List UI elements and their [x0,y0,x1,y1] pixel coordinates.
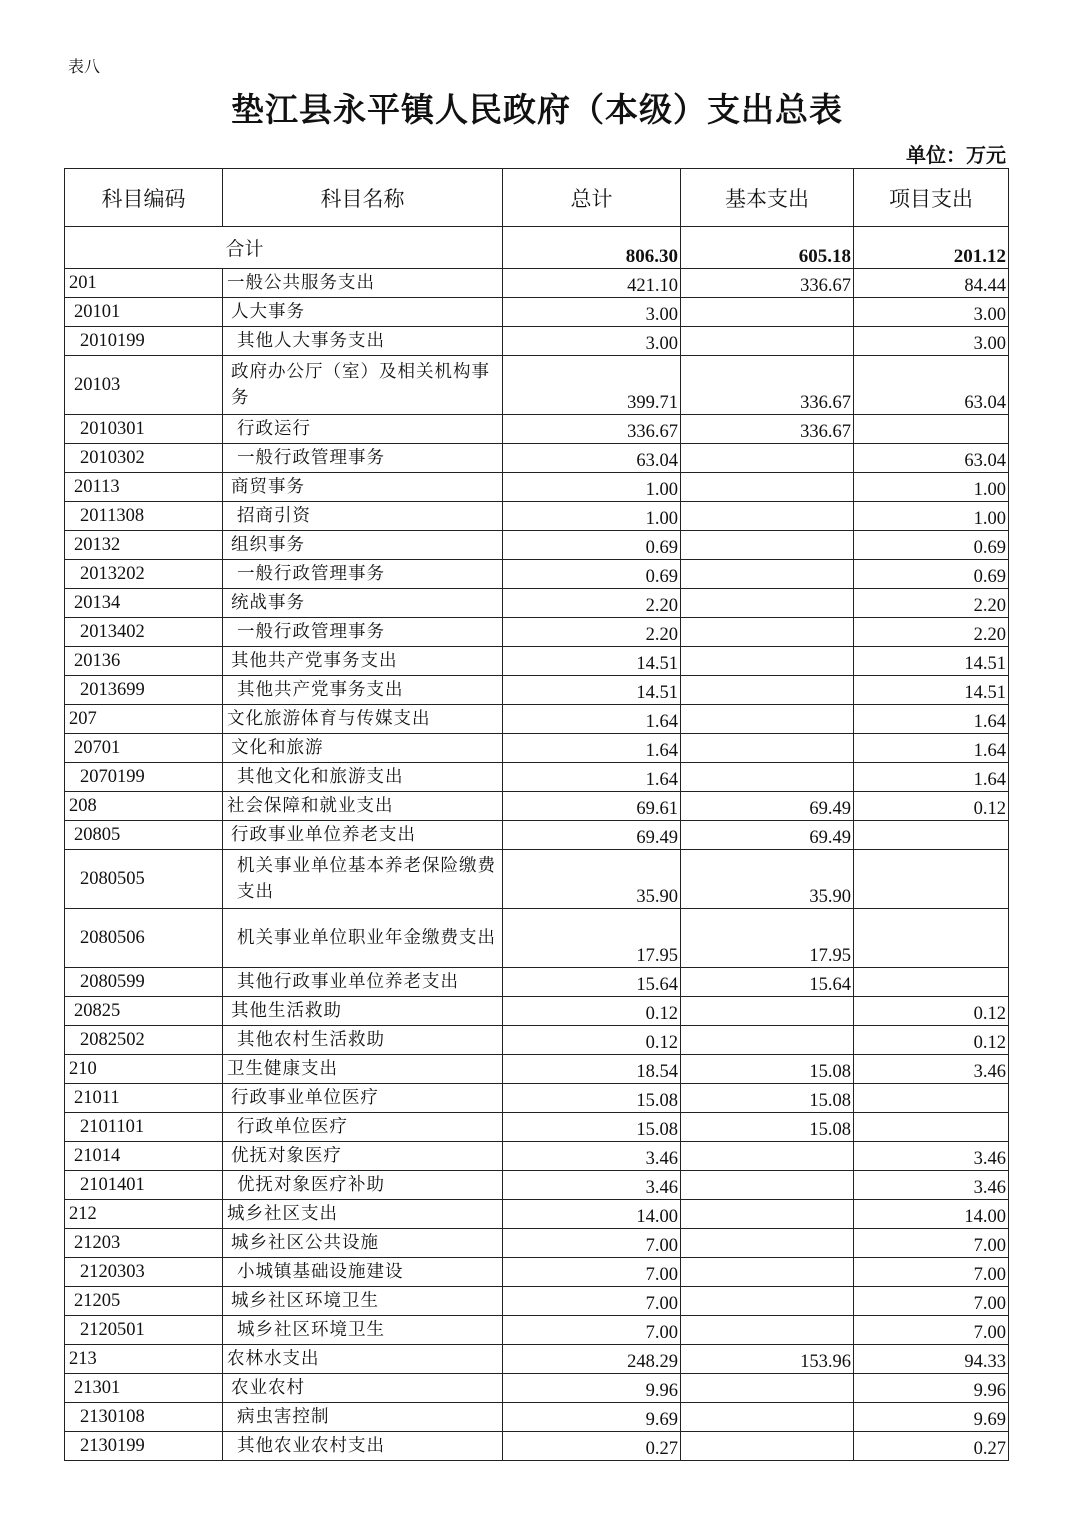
table-row [65,850,1009,909]
row-basic [681,1229,854,1258]
row-basic: 336.67 [681,356,854,415]
row-total: 0.12 [503,1026,681,1055]
table-row [65,763,1009,792]
total-basic: 605.18 [681,227,854,269]
table-row [65,1345,1009,1374]
row-project: 14.00 [854,1200,1009,1229]
row-project: 0.27 [854,1432,1009,1461]
row-total: 3.46 [503,1171,681,1200]
table-row [65,1432,1009,1461]
row-basic [681,1142,854,1171]
row-project: 3.00 [854,327,1009,356]
row-basic [681,1316,854,1345]
table-row [65,1200,1009,1229]
table-row [65,618,1009,647]
row-code: 2080506 [65,909,223,968]
row-project [854,415,1009,444]
table-row [65,1113,1009,1142]
row-basic [681,705,854,734]
row-code: 2130199 [65,1432,223,1461]
row-project: 84.44 [854,269,1009,298]
row-total: 7.00 [503,1316,681,1345]
table-row [65,269,1009,298]
table-row [65,560,1009,589]
row-basic: 69.49 [681,792,854,821]
row-name: 卫生健康支出 [223,1055,503,1084]
table-row [65,298,1009,327]
row-basic [681,473,854,502]
row-basic [681,1432,854,1461]
row-name: 行政运行 [223,415,503,444]
row-code: 21203 [65,1229,223,1258]
row-project: 0.69 [854,560,1009,589]
row-total: 2.20 [503,618,681,647]
row-code: 21011 [65,1084,223,1113]
row-total: 0.27 [503,1432,681,1461]
row-basic [681,560,854,589]
row-code: 20113 [65,473,223,502]
row-basic [681,327,854,356]
row-total: 7.00 [503,1287,681,1316]
table-row [65,444,1009,473]
row-project: 3.46 [854,1142,1009,1171]
row-name: 其他文化和旅游支出 [223,763,503,792]
row-project [854,1113,1009,1142]
row-code: 20101 [65,298,223,327]
table-row [65,792,1009,821]
row-code: 2130108 [65,1403,223,1432]
row-name: 病虫害控制 [223,1403,503,1432]
row-name: 其他人大事务支出 [223,327,503,356]
row-name: 政府办公厅（室）及相关机构事务 [223,356,503,415]
row-name: 城乡社区环境卫生 [223,1287,503,1316]
row-total: 0.69 [503,531,681,560]
row-basic [681,531,854,560]
row-total: 248.29 [503,1345,681,1374]
row-code: 20701 [65,734,223,763]
row-name: 其他共产党事务支出 [223,676,503,705]
row-name: 其他行政事业单位养老支出 [223,968,503,997]
row-name: 文化旅游体育与传媒支出 [223,705,503,734]
unit-label: 单位：万元 [906,143,1006,167]
row-code: 21301 [65,1374,223,1403]
row-name: 社会保障和就业支出 [223,792,503,821]
table-row [65,1287,1009,1316]
row-name: 机关事业单位基本养老保险缴费支出 [223,850,503,909]
row-code: 2010302 [65,444,223,473]
row-total: 35.90 [503,850,681,909]
row-total: 0.12 [503,997,681,1026]
row-total: 336.67 [503,415,681,444]
row-basic [681,298,854,327]
row-total: 1.64 [503,763,681,792]
row-basic [681,618,854,647]
row-total: 3.00 [503,327,681,356]
row-name: 一般行政管理事务 [223,560,503,589]
row-code: 20103 [65,356,223,415]
row-code: 212 [65,1200,223,1229]
table-row [65,531,1009,560]
row-name: 其他农村生活救助 [223,1026,503,1055]
row-basic [681,1258,854,1287]
table-row [65,676,1009,705]
row-total: 7.00 [503,1229,681,1258]
row-name: 人大事务 [223,298,503,327]
table-row [65,1142,1009,1171]
row-project: 3.46 [854,1171,1009,1200]
row-basic [681,502,854,531]
row-basic [681,763,854,792]
row-project: 63.04 [854,356,1009,415]
row-total: 421.10 [503,269,681,298]
row-basic: 15.08 [681,1113,854,1142]
row-basic [681,1026,854,1055]
table-row [65,415,1009,444]
row-name: 行政事业单位养老支出 [223,821,503,850]
row-code: 2013699 [65,676,223,705]
table-row [65,968,1009,997]
table-row [65,327,1009,356]
row-name: 优抚对象医疗 [223,1142,503,1171]
total-sum: 806.30 [503,227,681,269]
row-code: 2013402 [65,618,223,647]
row-name: 一般行政管理事务 [223,444,503,473]
row-code: 20136 [65,647,223,676]
row-code: 20134 [65,589,223,618]
row-name: 商贸事务 [223,473,503,502]
row-project [854,909,1009,968]
row-code: 2070199 [65,763,223,792]
row-total: 15.64 [503,968,681,997]
row-code: 201 [65,269,223,298]
table-row [65,705,1009,734]
row-total: 15.08 [503,1113,681,1142]
row-code: 207 [65,705,223,734]
row-code: 2080505 [65,850,223,909]
row-code: 2013202 [65,560,223,589]
row-project: 0.12 [854,997,1009,1026]
row-total: 7.00 [503,1258,681,1287]
header-total: 总计 [503,169,681,227]
row-name: 其他共产党事务支出 [223,647,503,676]
expenditure-table [64,168,1009,1461]
row-project: 1.00 [854,502,1009,531]
row-name: 统战事务 [223,589,503,618]
total-project: 201.12 [854,227,1009,269]
row-name: 一般公共服务支出 [223,269,503,298]
row-project: 0.69 [854,531,1009,560]
row-code: 21205 [65,1287,223,1316]
table-row [65,1229,1009,1258]
header-row [65,169,1009,227]
row-basic [681,444,854,473]
row-project: 14.51 [854,676,1009,705]
row-project [854,1084,1009,1113]
row-total: 2.20 [503,589,681,618]
row-total: 1.00 [503,502,681,531]
row-name: 行政事业单位医疗 [223,1084,503,1113]
row-basic: 153.96 [681,1345,854,1374]
row-name: 城乡社区公共设施 [223,1229,503,1258]
row-code: 2120303 [65,1258,223,1287]
row-total: 399.71 [503,356,681,415]
row-name: 小城镇基础设施建设 [223,1258,503,1287]
row-code: 21014 [65,1142,223,1171]
row-name: 一般行政管理事务 [223,618,503,647]
table-row [65,356,1009,415]
row-project: 7.00 [854,1258,1009,1287]
table-number-label: 表八 [68,57,101,76]
table-row [65,1316,1009,1345]
row-total: 69.61 [503,792,681,821]
row-project: 2.20 [854,589,1009,618]
table-row [65,1084,1009,1113]
header-name: 科目名称 [223,169,503,227]
row-name: 招商引资 [223,502,503,531]
row-basic: 15.08 [681,1084,854,1113]
row-basic [681,1374,854,1403]
row-project: 9.69 [854,1403,1009,1432]
row-basic [681,1287,854,1316]
row-total: 14.51 [503,647,681,676]
table-row [65,997,1009,1026]
total-row [65,227,1009,269]
row-basic [681,676,854,705]
row-basic: 15.08 [681,1055,854,1084]
row-basic: 336.67 [681,415,854,444]
row-total: 14.00 [503,1200,681,1229]
table-row [65,909,1009,968]
row-basic: 69.49 [681,821,854,850]
table-row [65,1374,1009,1403]
table-row [65,502,1009,531]
row-project: 1.64 [854,763,1009,792]
row-total: 63.04 [503,444,681,473]
row-project: 14.51 [854,647,1009,676]
table-row [65,734,1009,763]
table-row [65,1403,1009,1432]
table-row [65,1026,1009,1055]
row-name: 其他农业农村支出 [223,1432,503,1461]
row-code: 2120501 [65,1316,223,1345]
row-total: 17.95 [503,909,681,968]
row-basic: 15.64 [681,968,854,997]
row-basic [681,1171,854,1200]
table-row [65,589,1009,618]
table-row [65,1171,1009,1200]
row-basic [681,734,854,763]
row-project: 94.33 [854,1345,1009,1374]
row-name: 城乡社区环境卫生 [223,1316,503,1345]
row-project: 0.12 [854,792,1009,821]
row-total: 1.64 [503,734,681,763]
row-total: 14.51 [503,676,681,705]
row-basic: 17.95 [681,909,854,968]
row-basic [681,1200,854,1229]
row-code: 208 [65,792,223,821]
row-project [854,968,1009,997]
row-total: 9.69 [503,1403,681,1432]
table-row [65,1055,1009,1084]
row-project: 1.64 [854,734,1009,763]
page-title: 垫江县永平镇人民政府（本级）支出总表 [231,90,843,129]
row-name: 农林水支出 [223,1345,503,1374]
row-code: 2101401 [65,1171,223,1200]
row-project: 9.96 [854,1374,1009,1403]
row-basic [681,1403,854,1432]
row-project [854,821,1009,850]
row-name: 优抚对象医疗补助 [223,1171,503,1200]
row-total: 69.49 [503,821,681,850]
row-code: 2082502 [65,1026,223,1055]
row-project: 1.64 [854,705,1009,734]
row-code: 213 [65,1345,223,1374]
total-label: 合计 [65,227,503,269]
row-code: 2101101 [65,1113,223,1142]
row-name: 组织事务 [223,531,503,560]
row-total: 1.64 [503,705,681,734]
row-basic [681,647,854,676]
row-basic [681,589,854,618]
row-code: 20805 [65,821,223,850]
row-name: 其他生活救助 [223,997,503,1026]
row-total: 18.54 [503,1055,681,1084]
row-project: 0.12 [854,1026,1009,1055]
header-basic: 基本支出 [681,169,854,227]
row-project: 1.00 [854,473,1009,502]
row-project: 63.04 [854,444,1009,473]
row-project: 7.00 [854,1316,1009,1345]
row-project: 3.46 [854,1055,1009,1084]
row-name: 城乡社区支出 [223,1200,503,1229]
row-basic [681,997,854,1026]
row-total: 15.08 [503,1084,681,1113]
row-project: 7.00 [854,1229,1009,1258]
row-total: 3.00 [503,298,681,327]
table-row [65,473,1009,502]
row-code: 2011308 [65,502,223,531]
row-name: 文化和旅游 [223,734,503,763]
row-name: 行政单位医疗 [223,1113,503,1142]
row-total: 9.96 [503,1374,681,1403]
table-row [65,1258,1009,1287]
row-code: 210 [65,1055,223,1084]
row-total: 0.69 [503,560,681,589]
table-row [65,821,1009,850]
row-code: 20825 [65,997,223,1026]
row-code: 2010199 [65,327,223,356]
row-basic: 35.90 [681,850,854,909]
row-name: 机关事业单位职业年金缴费支出 [223,909,503,968]
row-project: 2.20 [854,618,1009,647]
row-name: 农业农村 [223,1374,503,1403]
header-code: 科目编码 [65,169,223,227]
row-basic: 336.67 [681,269,854,298]
row-total: 3.46 [503,1142,681,1171]
row-project [854,850,1009,909]
row-code: 20132 [65,531,223,560]
row-code: 2010301 [65,415,223,444]
table-row [65,647,1009,676]
row-total: 1.00 [503,473,681,502]
row-project: 3.00 [854,298,1009,327]
header-project: 项目支出 [854,169,1009,227]
row-code: 2080599 [65,968,223,997]
row-project: 7.00 [854,1287,1009,1316]
